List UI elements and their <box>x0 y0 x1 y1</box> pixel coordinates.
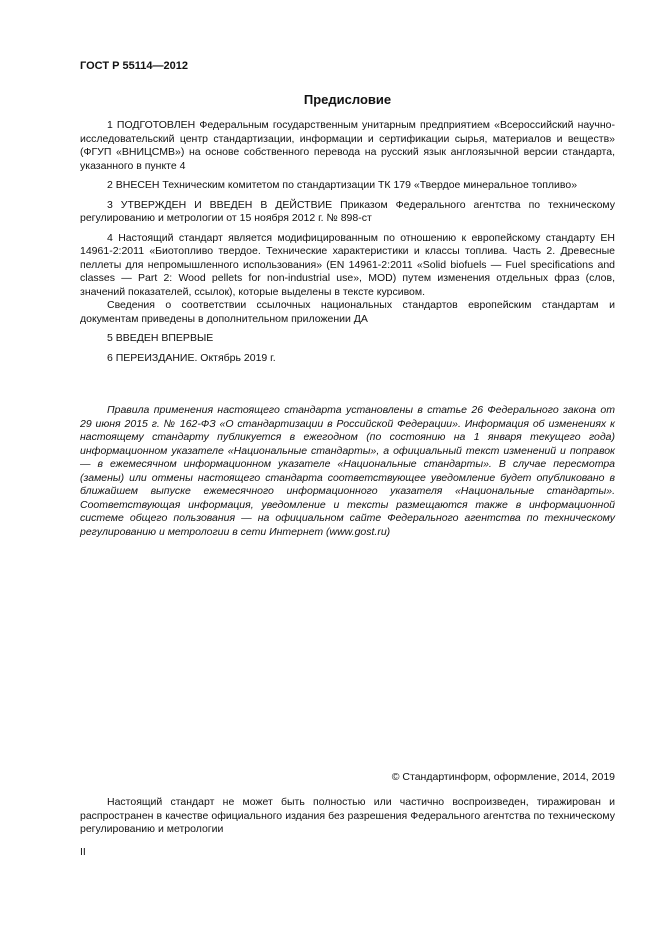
foreword-item-6: 6 ПЕРЕИЗДАНИЕ. Октябрь 2019 г. <box>107 351 276 364</box>
copyright-statement <box>80 796 615 837</box>
foreword-item-3: 3 УТВЕРЖДЕН И ВВЕДЕН В ДЕЙСТВИЕ Приказом Федерального агентства по техническому регулированию и метрологии от 15 ноября 2012 г. № 898-ст <box>80 198 615 224</box>
foreword-item-4: 4 Настоящий стандарт является модифицированным по отношению к европейскому стандарту ЕН 14961-2:2011 «Биотопливо твердое. Технические характеристики и классы топлива. Часть 2. Древесные пеллеты для непромышленного использования» (EN 14961-2:2011 «Solid biofuels — Fuel specifications and classes — Part 2: Wood pellets for non-industrial use», MOD) путем изменения отдельных фраз (слов, значений показателей, ссылок), которые выделены в тексте курсивом. <box>80 231 615 298</box>
standard-code: ГОСТ Р 55114—2012 <box>80 60 188 72</box>
foreword-title: Предисловие <box>303 92 392 107</box>
foreword-item-5: 5 ВВЕДЕН ВПЕРВЫЕ <box>107 332 214 344</box>
copyright-statement-text: Настоящий стандарт не может быть полностью или частично воспроизведен, тиражирован и распространен в качестве официального издания без разрешения Федерального агентства по техническому регулированию и метрологии <box>80 796 615 835</box>
copyright-line: © Стандартинформ, оформление, 2014, 2019 <box>391 771 615 783</box>
application-notice <box>80 404 615 539</box>
page-number: II <box>80 846 86 858</box>
foreword-body <box>80 119 615 371</box>
foreword-item-2: 2 ВНЕСЕН Техническим комитетом по стандартизации ТК 179 «Твердое минеральное топливо» <box>107 179 578 191</box>
foreword-item-4-note: Сведения о соответствии ссылочных национальных стандартов европейским стандартам и документам приведены в дополнительном приложении ДА <box>80 299 615 325</box>
foreword-item-1: 1 ПОДГОТОВЛЕН Федеральным государственным унитарным предприятием «Всероссийский научно-исследовательский центр стандартизации, информации и сертификации сырья, материалов и веществ» (ФГУП «ВНИЦСМВ») на основе собственного перевода на русский язык англоязычной версии стандарта, указанного в пункте 4 <box>80 119 615 172</box>
application-notice-text: Правила применения настоящего стандарта установлены в статье 26 Федерального закона от 29 июня 2015 г. № 162-ФЗ «О стандартизации в Российской Федерации». Информация об изменениях к настоящему стандарту публикуется в ежегодном (по состоянию на 1 января текущего года) информационном указателе «Национальные стандарты», а официальный текст изменений и поправок — в ежемесячном информационном указателе «Национальные стандарты». В случае пересмотра (замены) или отмены настоящего стандарта соответствующее уведомление будет опубликовано в ближайшем выпуске ежемесячного информационного указателя «Национальные стандарты». Соответствующая информация, уведомление и тексты размещаются также в информационной системе общего пользования — на официальном сайте Федерального агентства по техническому регулированию и метрологии в сети Интернет (www.gost.ru) <box>80 404 615 538</box>
